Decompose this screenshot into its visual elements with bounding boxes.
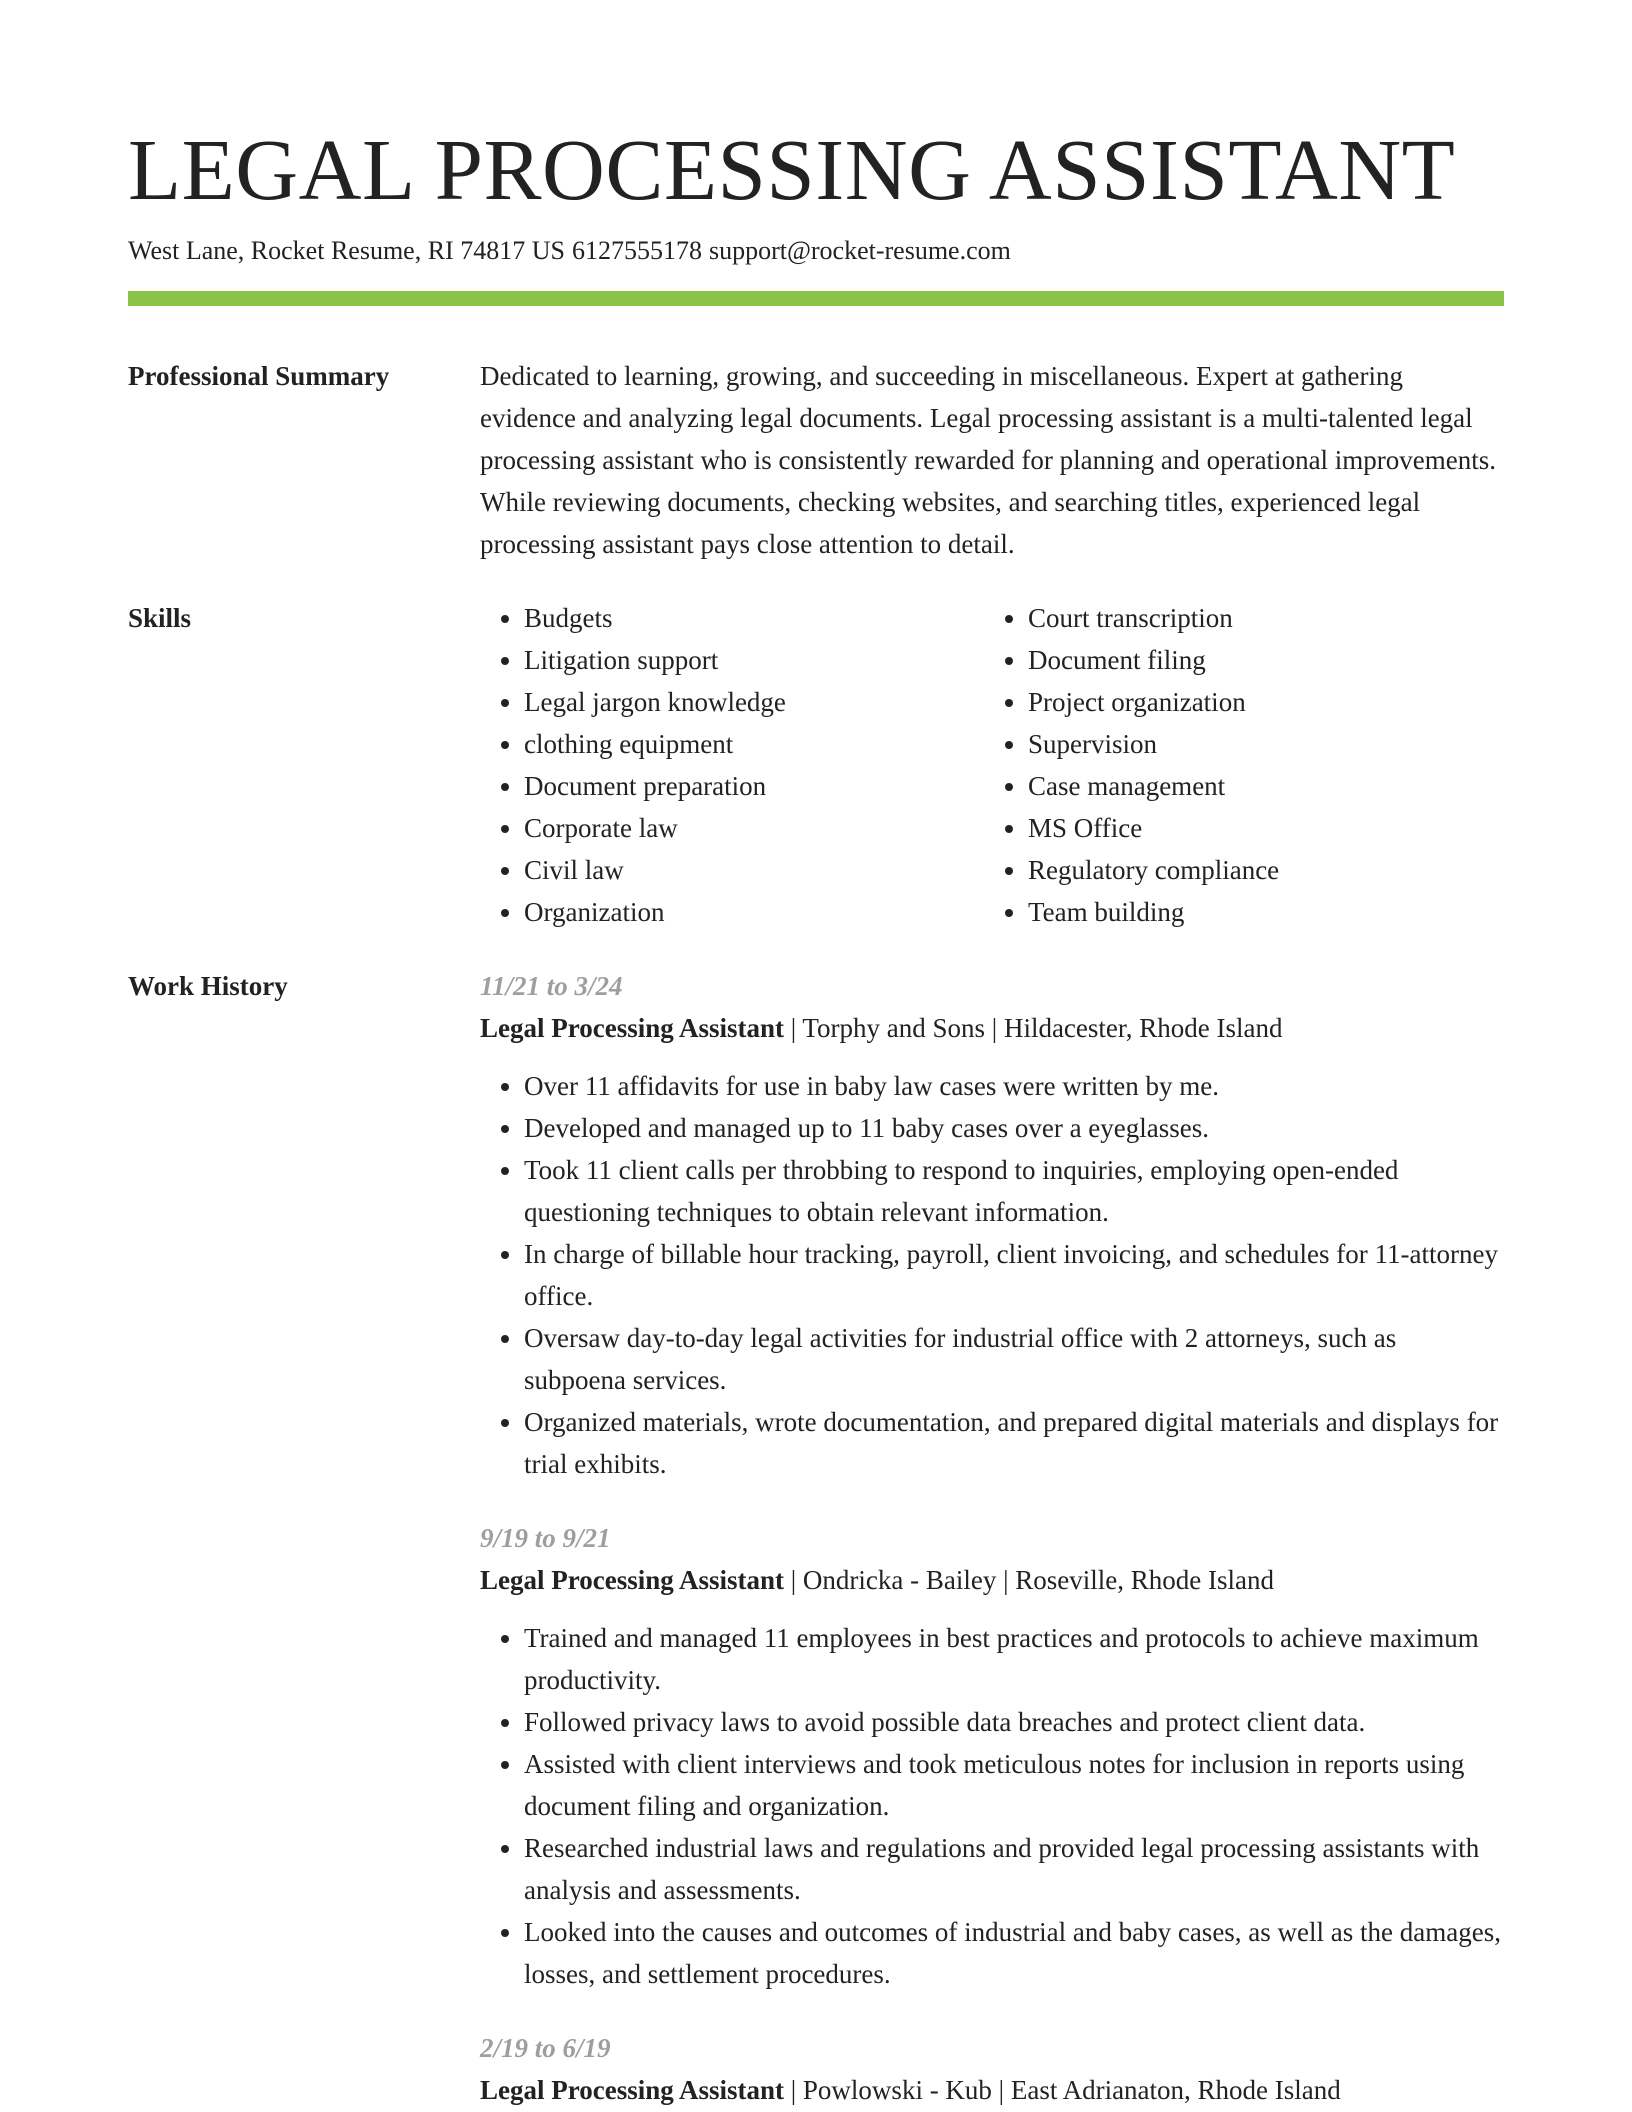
job-bullet: • Took 11 client calls per throbbing to respond to inquiries, employing open-ended questioning techniques to obtain relevant information. bbox=[524, 1149, 1504, 1233]
job-entry bbox=[480, 1517, 1504, 1995]
section-label-skills: Skills bbox=[128, 603, 192, 633]
job-bullet: • Researched industrial laws and regulations and provided legal processing assistants with analysis and assessments. bbox=[524, 1827, 1504, 1911]
job-dates: 11/21 to 3/24 bbox=[480, 971, 623, 1001]
skill-item: • Team building bbox=[1028, 891, 1279, 933]
skill-item: • Project organization bbox=[1028, 681, 1279, 723]
job-title-line bbox=[480, 1007, 1504, 1049]
work-history-section bbox=[128, 965, 1504, 2111]
section-label-work-history: Work History bbox=[128, 971, 288, 1001]
skill-item: • Budgets bbox=[524, 597, 984, 639]
job-dates: 9/19 to 9/21 bbox=[480, 1523, 611, 1553]
resume-page bbox=[128, 0, 1504, 2111]
work-history-body bbox=[480, 965, 1504, 2111]
skill-item: • clothing equipment bbox=[524, 723, 984, 765]
skill-item: • Supervision bbox=[1028, 723, 1279, 765]
job-title: Legal Processing Assistant bbox=[480, 2075, 785, 2105]
skill-item: • Court transcription bbox=[1028, 597, 1279, 639]
skills-section bbox=[128, 597, 1504, 933]
skill-item: • Legal jargon knowledge bbox=[524, 681, 984, 723]
job-title: Legal Processing Assistant bbox=[480, 1013, 785, 1043]
skill-item: • Case management bbox=[1028, 765, 1279, 807]
section-label-summary: Professional Summary bbox=[128, 361, 390, 391]
job-bullets bbox=[480, 1065, 1504, 1485]
professional-summary-section bbox=[128, 355, 1504, 565]
skill-item: • MS Office bbox=[1028, 807, 1279, 849]
skills-list-right bbox=[984, 597, 1279, 933]
job-bullet: • Followed privacy laws to avoid possible data breaches and protect client data. bbox=[524, 1701, 1504, 1743]
skill-item: • Regulatory compliance bbox=[1028, 849, 1279, 891]
skill-item: • Litigation support bbox=[524, 639, 984, 681]
job-details: | Ondricka - Bailey | Roseville, Rhode Island bbox=[784, 1565, 1274, 1595]
job-bullet: • Over 11 affidavits for use in baby law cases were written by me. bbox=[524, 1065, 1504, 1107]
job-title-line bbox=[480, 1559, 1504, 1601]
skill-item: • Document filing bbox=[1028, 639, 1279, 681]
job-details: | Torphy and Sons | Hildacester, Rhode Island bbox=[784, 1013, 1283, 1043]
skills-list-left bbox=[480, 597, 984, 933]
contact-address: West Lane, Rocket Resume, RI 74817 US bbox=[128, 236, 565, 265]
job-details: | Powlowski - Kub | East Adrianaton, Rhode Island bbox=[784, 2075, 1341, 2105]
job-title-line bbox=[480, 2069, 1504, 2111]
job-bullet: • Oversaw day-to-day legal activities for industrial office with 2 attorneys, such as subpoena services. bbox=[524, 1317, 1504, 1401]
header-accent-rule bbox=[128, 291, 1504, 306]
resume-name: LEGAL PROCESSING ASSISTANT bbox=[128, 121, 1456, 218]
job-bullet: • Developed and managed up to 11 baby cases over a eyeglasses. bbox=[524, 1107, 1504, 1149]
skill-item: • Document preparation bbox=[524, 765, 984, 807]
job-bullet: • Trained and managed 11 employees in best practices and protocols to achieve maximum productivity. bbox=[524, 1617, 1504, 1701]
skill-item: • Organization bbox=[524, 891, 984, 933]
skills-body bbox=[480, 597, 1504, 933]
job-bullets bbox=[480, 1617, 1504, 1995]
skill-item: • Corporate law bbox=[524, 807, 984, 849]
job-bullet: • Organized materials, wrote documentation, and prepared digital materials and displays for trial exhibits. bbox=[524, 1401, 1504, 1485]
contact-line bbox=[128, 234, 1504, 268]
contact-phone: 6127555178 bbox=[571, 236, 702, 265]
summary-text: Dedicated to learning, growing, and succeeding in miscellaneous. Expert at gathering evidence and analyzing legal documents. Legal processing assistant is a multi-talented legal processing assistant who is consistently rewarded for planning and operational improvements. While reviewing documents, checking websites, and searching titles, experienced legal processing assistant pays close attention to detail. bbox=[480, 361, 1497, 559]
contact-email: support@rocket-resume.com bbox=[708, 236, 1011, 265]
job-entry bbox=[480, 965, 1504, 1485]
job-bullet: • In charge of billable hour tracking, payroll, client invoicing, and schedules for 11-attorney office. bbox=[524, 1233, 1504, 1317]
job-entry bbox=[480, 2027, 1504, 2111]
skills-grid bbox=[480, 597, 1504, 933]
job-bullet: • Looked into the causes and outcomes of industrial and baby cases, as well as the damages, losses, and settlement procedures. bbox=[524, 1911, 1504, 1995]
job-dates: 2/19 to 6/19 bbox=[480, 2033, 611, 2063]
skill-item: • Civil law bbox=[524, 849, 984, 891]
job-title: Legal Processing Assistant bbox=[480, 1565, 785, 1595]
job-bullet: • Assisted with client interviews and took meticulous notes for inclusion in reports using document filing and organization. bbox=[524, 1743, 1504, 1827]
summary-body bbox=[480, 355, 1504, 565]
